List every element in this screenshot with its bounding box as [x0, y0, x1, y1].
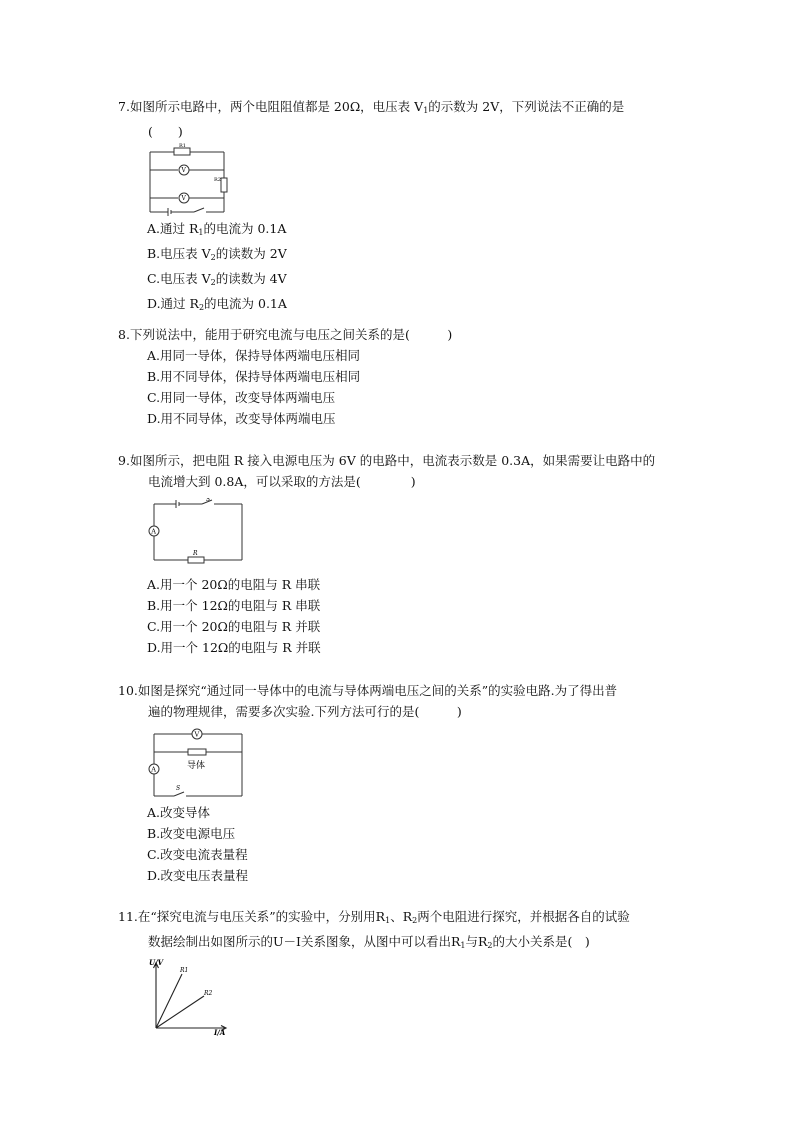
question-8 — [118, 324, 688, 429]
option-a[interactable]: A.用同一导体，保持导体两端电压相同 — [147, 348, 361, 363]
question-8-options — [118, 345, 688, 429]
option-b[interactable]: B.用不同导体，保持导体两端电压相同 — [147, 369, 361, 384]
figure-label-conductor: 导体 — [187, 761, 206, 771]
figure-label-switch: S — [176, 785, 181, 792]
option-a[interactable]: A.用一个 20Ω的电阻与 R 串联 — [147, 577, 321, 592]
question-7-options — [118, 218, 688, 318]
question-8-stem: 8.下列说法中，能用于研究电流与电压之间关系的是( ) — [118, 327, 453, 342]
question-10-options — [118, 802, 688, 886]
question-11-stem-line2: 数据绘制出如图所示的U－I关系图象，从图中可以看出$R_1$与$R_2$的大小关系是( ) — [148, 934, 590, 950]
option-c[interactable]: C.电压表 $V_2$的读数为 4V — [147, 271, 287, 287]
graph-line-r1-label: R1 — [180, 967, 189, 974]
option-b[interactable]: B.用一个 12Ω的电阻与 R 串联 — [147, 598, 321, 613]
option-a[interactable]: A.通过 $R_1$的电流为 0.1A — [147, 221, 287, 237]
option-d[interactable]: D.用一个 12Ω的电阻与 R 并联 — [147, 640, 321, 655]
option-c[interactable]: C.用同一导体，改变导体两端电压 — [147, 390, 336, 405]
figure-label-switch: S — [206, 498, 211, 503]
question-9-stem-line2: 电流增大到 0.8A，可以采取的方法是( ) — [148, 474, 416, 489]
option-c[interactable]: C.改变电流表量程 — [147, 847, 248, 862]
question-10-stem: 10.如图是探究“通过同一导体中的电流与导体两端电压之间的关系”的实验电路.为了得出普 — [118, 683, 618, 698]
figure-label-voltmeter: V — [194, 730, 200, 739]
figure-label-r1: R1 — [179, 143, 186, 149]
figure-label-v1: V — [181, 167, 186, 174]
question-7-stem: 7.如图所示电路中，两个电阻阻值都是 20Ω，电压表 $V_1$的示数为 2V，下列说法不正确的是 — [118, 99, 625, 115]
graph-line-r2-label: R2 — [204, 990, 213, 997]
figure-label-ammeter: A — [151, 527, 157, 536]
figure-label-resistor: R — [193, 550, 198, 557]
option-a[interactable]: A.改变导体 — [147, 805, 211, 820]
figure-label-r2: R2 — [214, 177, 221, 183]
question-9-stem: 9.如图所示，把电阻 R 接入电源电压为 6V 的电路中，电流表示数是 0.3A，如果需要让电路中的 — [118, 453, 656, 468]
question-7 — [118, 96, 688, 318]
figure-label-ammeter: A — [151, 765, 157, 774]
question-9-circuit-figure — [148, 498, 248, 570]
option-d[interactable]: D.改变电压表量程 — [147, 868, 249, 883]
figure-label-v2: V — [181, 195, 186, 202]
question-11-stem: 11.在“探究电流与电压关系”的实验中，分别用$R_1$、$R_2$两个电阻进行探究，并根据各自的试验 — [118, 909, 630, 925]
option-b[interactable]: B.电压表 $V_2$的读数为 2V — [147, 246, 287, 262]
option-b[interactable]: B.改变电源电压 — [147, 826, 236, 841]
question-10 — [118, 680, 688, 886]
question-7-circuit-figure — [148, 142, 238, 218]
question-11-ui-graph — [148, 958, 238, 1036]
question-10-circuit-figure — [148, 726, 248, 802]
question-9-options — [118, 574, 688, 658]
question-11 — [118, 906, 688, 1036]
graph-y-axis-label: U/V — [149, 958, 164, 967]
graph-x-axis-label: I/A — [214, 1028, 226, 1036]
option-d[interactable]: D.用不同导体，改变导体两端电压 — [147, 411, 336, 426]
question-10-stem-line2: 遍的物理规律，需要多次实验.下列方法可行的是( ) — [148, 704, 462, 719]
option-c[interactable]: C.用一个 20Ω的电阻与 R 并联 — [147, 619, 321, 634]
question-7-bracket: ( ) — [148, 124, 183, 139]
option-d[interactable]: D.通过 $R_2$的电流为 0.1A — [147, 296, 287, 312]
question-9 — [118, 450, 688, 658]
